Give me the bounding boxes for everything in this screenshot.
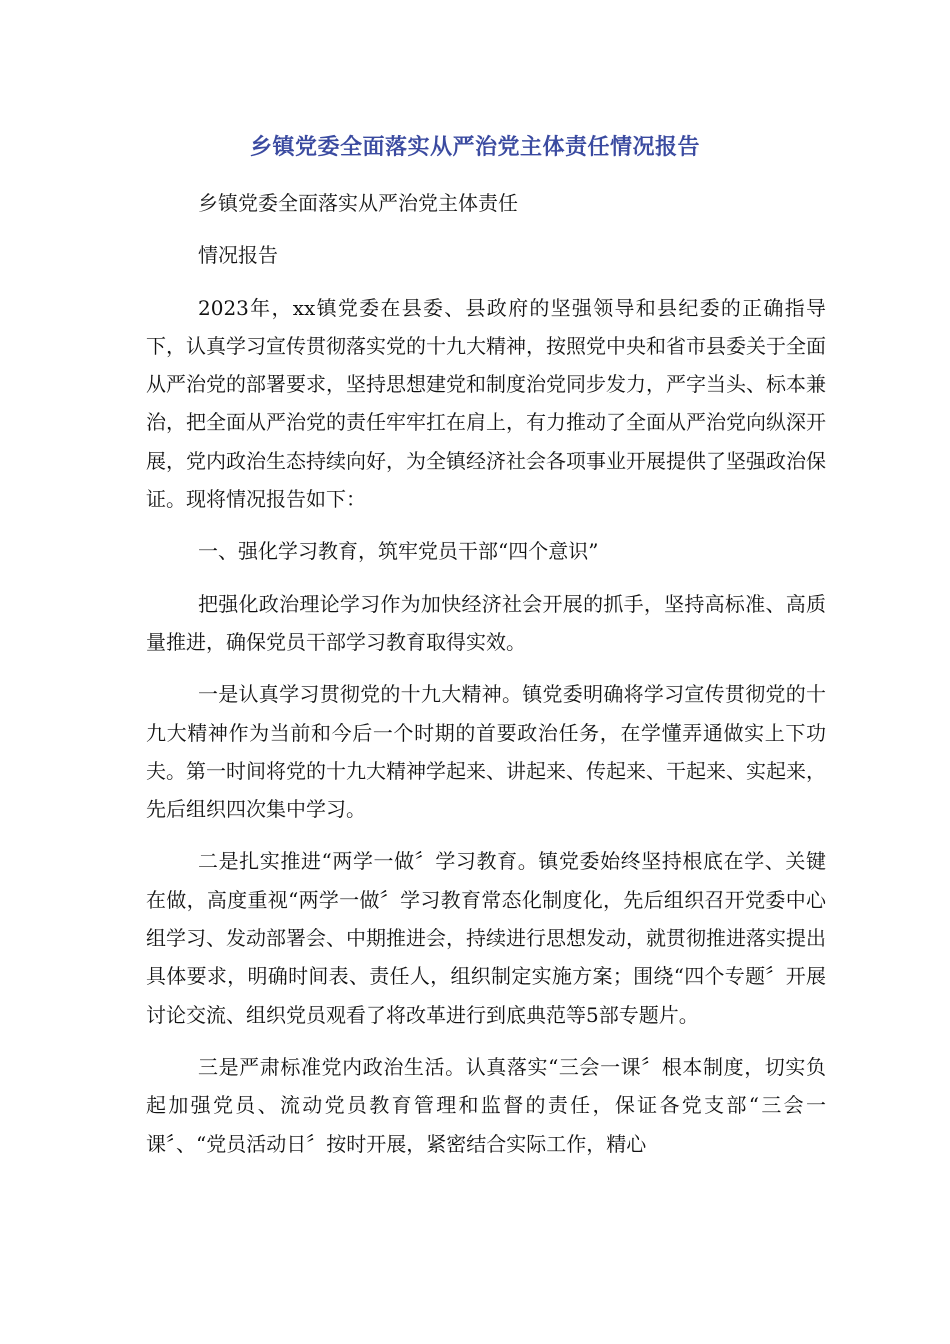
paragraph-subtitle-line1: 乡镇党委全面落实从严治党主体责任 xyxy=(198,191,518,215)
paragraph-subtitle-line2: 情况报告 xyxy=(198,243,278,268)
paragraph-section-1-summary: 把强化政治理论学习作为加快经济社会开展的抓手，坚持高标准、高质量推进，确保党员干部学习教育取得实效。 xyxy=(146,591,826,654)
paragraph-item-2: 二是扎实推进“两学一做〞学习教育。镇党委始终坚持根底在学、关键在做，高度重视“两学一做〞学习教育常态化制度化，先后组织召开党委中心组学习、发动部署会、中期推进会，持续进行思想发动，就贯彻推进落实提出具体要求，明确时间表、责任人，组织制定实施方案；围绕“四个专题〞开展讨论交流、组织党员观看了将改革进行到底典范等5部专题片。 xyxy=(146,849,826,1027)
paragraph-item-1: 一是认真学习贯彻党的十九大精神。镇党委明确将学习宣传贯彻党的十九大精神作为当前和今后一个时期的首要政治任务，在学懂弄通做实上下功夫。第一时间将党的十九大精神学起来、讲起来、传起来、干起来、实起来，先后组织四次集中学习。 xyxy=(146,682,826,822)
document-title: 乡镇党委全面落实从严治党主体责任情况报告 xyxy=(249,135,700,160)
section-heading-1: 一、强化学习教育，筑牢党员干部“四个意识” xyxy=(198,539,599,564)
paragraph-item-3: 三是严肃标准党内政治生活。认真落实“三会一课〞根本制度，切实负起加强党员、流动党员教育管理和监督的责任，保证各党支部“三会一课〞、“党员活动日〞按时开展，紧密结合实际工作，精心 xyxy=(146,1054,826,1156)
document-body xyxy=(146,184,826,1177)
paragraph-intro: 2023年，xx镇党委在县委、县政府的坚强领导和县纪委的正确指导下，认真学习宣传贯彻落实党的十九大精神，按照党中央和省市县委关于全面从严治党的部署要求，坚持思想建党和制度治党同步发力，严字当头、标本兼治，把全面从严治党的责任牢牢扛在肩上，有力推动了全面从严治党向纵深开展，党内政治生态持续向好，为全镇经济社会各项事业开展提供了坚强政治保证。现将情况报告如下： xyxy=(146,295,826,512)
